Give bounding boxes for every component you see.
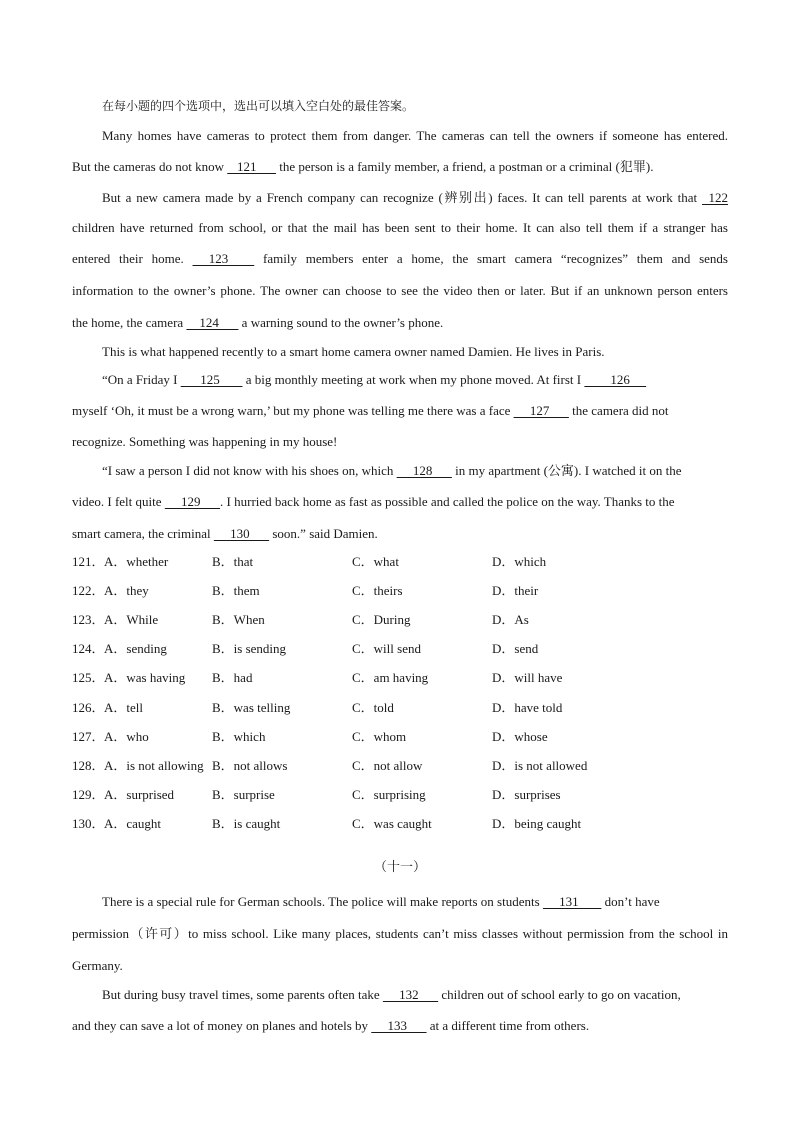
option-c: C．whom <box>352 729 407 744</box>
option-row <box>72 639 728 659</box>
passage1-line: But the cameras do not know 121 the person is a family member, a friend, a postman or a criminal (犯罪). <box>72 157 728 177</box>
option-d: D．As <box>492 612 529 627</box>
passage1-line: recognize. Something was happening in my house! <box>72 434 338 449</box>
option-b: B．is sending <box>212 641 287 656</box>
passage1-line: entered their home. 123 family members enter a home, the smart camera “recognizes” them and sends <box>72 249 728 269</box>
option-b: B．not allows <box>212 758 288 773</box>
passage2-line: There is a special rule for German schools. The police will make reports on students 131 don’t have <box>102 892 728 912</box>
option-b: B．that <box>212 554 254 569</box>
option-b: B．is caught <box>212 816 281 831</box>
option-b: B．was telling <box>212 700 291 715</box>
blank-126: 126 <box>584 372 647 387</box>
option-d: D．is not allowed <box>492 758 588 773</box>
option-d: D．whose <box>492 729 548 744</box>
blank-123: 123 <box>192 251 255 266</box>
option-a: A．was having <box>104 670 186 685</box>
passage1-line: This is what happened recently to a smart home camera owner named Damien. He lives in Paris. <box>102 344 605 359</box>
blank-129: 129 <box>164 494 221 509</box>
blank-122: 122 <box>702 190 728 205</box>
question-number: 127． <box>72 729 105 744</box>
passage1-line: myself ‘Oh, it must be a wrong warn,’ but my phone was telling me there was a face 127 the camera did not <box>72 401 728 421</box>
option-d: D．being caught <box>492 816 582 831</box>
option-a: A．sending <box>104 641 167 656</box>
passage2-line: Germany. <box>72 958 123 973</box>
option-a: A．they <box>104 583 149 598</box>
passage1-line: Many homes have cameras to protect them from danger. The cameras can tell the owners if someone has entered. <box>102 128 728 143</box>
question-number: 130． <box>72 816 105 831</box>
blank-133: 133 <box>371 1018 427 1033</box>
blank-132: 132 <box>382 987 439 1002</box>
option-a: A．tell <box>104 700 143 715</box>
question-number: 123． <box>72 612 105 627</box>
option-b: B．which <box>212 729 266 744</box>
passage1-line: information to the owner’s phone. The owner can choose to see the video then or later. But if an unknown person enters <box>72 283 728 298</box>
option-row <box>72 727 728 747</box>
option-c: C．surprising <box>352 787 426 802</box>
passage1-line: “On a Friday I 125 a big monthly meeting at work when my phone moved. At first I 126 <box>102 370 728 390</box>
option-row <box>72 756 728 776</box>
passage2-line: permission（许可）to miss school. Like many places, students can’t miss classes without permission from the school in <box>72 926 728 941</box>
option-row <box>72 581 728 601</box>
passage1-line: children have returned from school, or that the mail has been sent to their home. It can also tell them if a stranger has <box>72 220 728 235</box>
option-c: C．was caught <box>352 816 432 831</box>
passage2-line: But during busy travel times, some parents often take 132 children out of school early to go on vacation, <box>102 985 728 1005</box>
blank-131: 131 <box>542 894 602 909</box>
question-number: 121． <box>72 554 105 569</box>
option-d: D．their <box>492 583 539 598</box>
option-b: B．them <box>212 583 260 598</box>
passage1-line: But a new camera made by a French company can recognize (辨别出) faces. It can tell parents at work that 122 <box>102 188 728 208</box>
question-number: 129． <box>72 787 105 802</box>
passage1-line: smart camera, the criminal 130 soon.” said Damien. <box>72 524 728 544</box>
blank-128: 128 <box>396 463 452 478</box>
instruction-text: 在每小题的四个选项中，选出可以填入空白处的最佳答案。 <box>102 99 415 113</box>
option-c: C．not allow <box>352 758 423 773</box>
blank-125: 125 <box>180 372 243 387</box>
question-number: 122． <box>72 583 105 598</box>
option-row <box>72 814 728 834</box>
passage1-line: video. I felt quite 129 . I hurried back home as fast as possible and called the police on the way. Thanks to the <box>72 492 728 512</box>
option-row <box>72 698 728 718</box>
option-d: D．surprises <box>492 787 561 802</box>
option-b: B．surprise <box>212 787 275 802</box>
passage2-line: and they can save a lot of money on planes and hotels by 133 at a different time from others. <box>72 1016 728 1036</box>
section-title: （十一） <box>373 860 426 875</box>
option-a: A．surprised <box>104 787 175 802</box>
question-number: 125． <box>72 670 105 685</box>
option-b: B．had <box>212 670 253 685</box>
passage1-line: “I saw a person I did not know with his shoes on, which 128 in my apartment (公寓). I watched it on the <box>102 461 728 481</box>
option-a: A．While <box>104 612 159 627</box>
option-row <box>72 610 728 630</box>
question-number: 128． <box>72 758 105 773</box>
blank-124: 124 <box>186 315 239 330</box>
option-row <box>72 552 728 572</box>
option-a: A．caught <box>104 816 162 831</box>
option-row <box>72 785 728 805</box>
question-number: 126． <box>72 700 105 715</box>
blank-121: 121 <box>227 159 276 174</box>
passage1-line: the home, the camera 124 a warning sound to the owner’s phone. <box>72 313 728 333</box>
blank-127: 127 <box>513 403 569 418</box>
option-d: D．have told <box>492 700 563 715</box>
option-c: C．what <box>352 554 399 569</box>
option-d: D．which <box>492 554 547 569</box>
option-c: C．am having <box>352 670 429 685</box>
option-d: D．send <box>492 641 539 656</box>
option-b: B．When <box>212 612 265 627</box>
blank-130: 130 <box>213 526 270 541</box>
option-c: C．will send <box>352 641 421 656</box>
option-a: A．who <box>104 729 149 744</box>
option-c: C．During <box>352 612 411 627</box>
option-c: C．told <box>352 700 394 715</box>
option-row <box>72 668 728 688</box>
option-a: A．is not allowing <box>104 758 204 773</box>
question-number: 124． <box>72 641 105 656</box>
option-c: C．theirs <box>352 583 403 598</box>
option-a: A．whether <box>104 554 169 569</box>
option-d: D．will have <box>492 670 563 685</box>
